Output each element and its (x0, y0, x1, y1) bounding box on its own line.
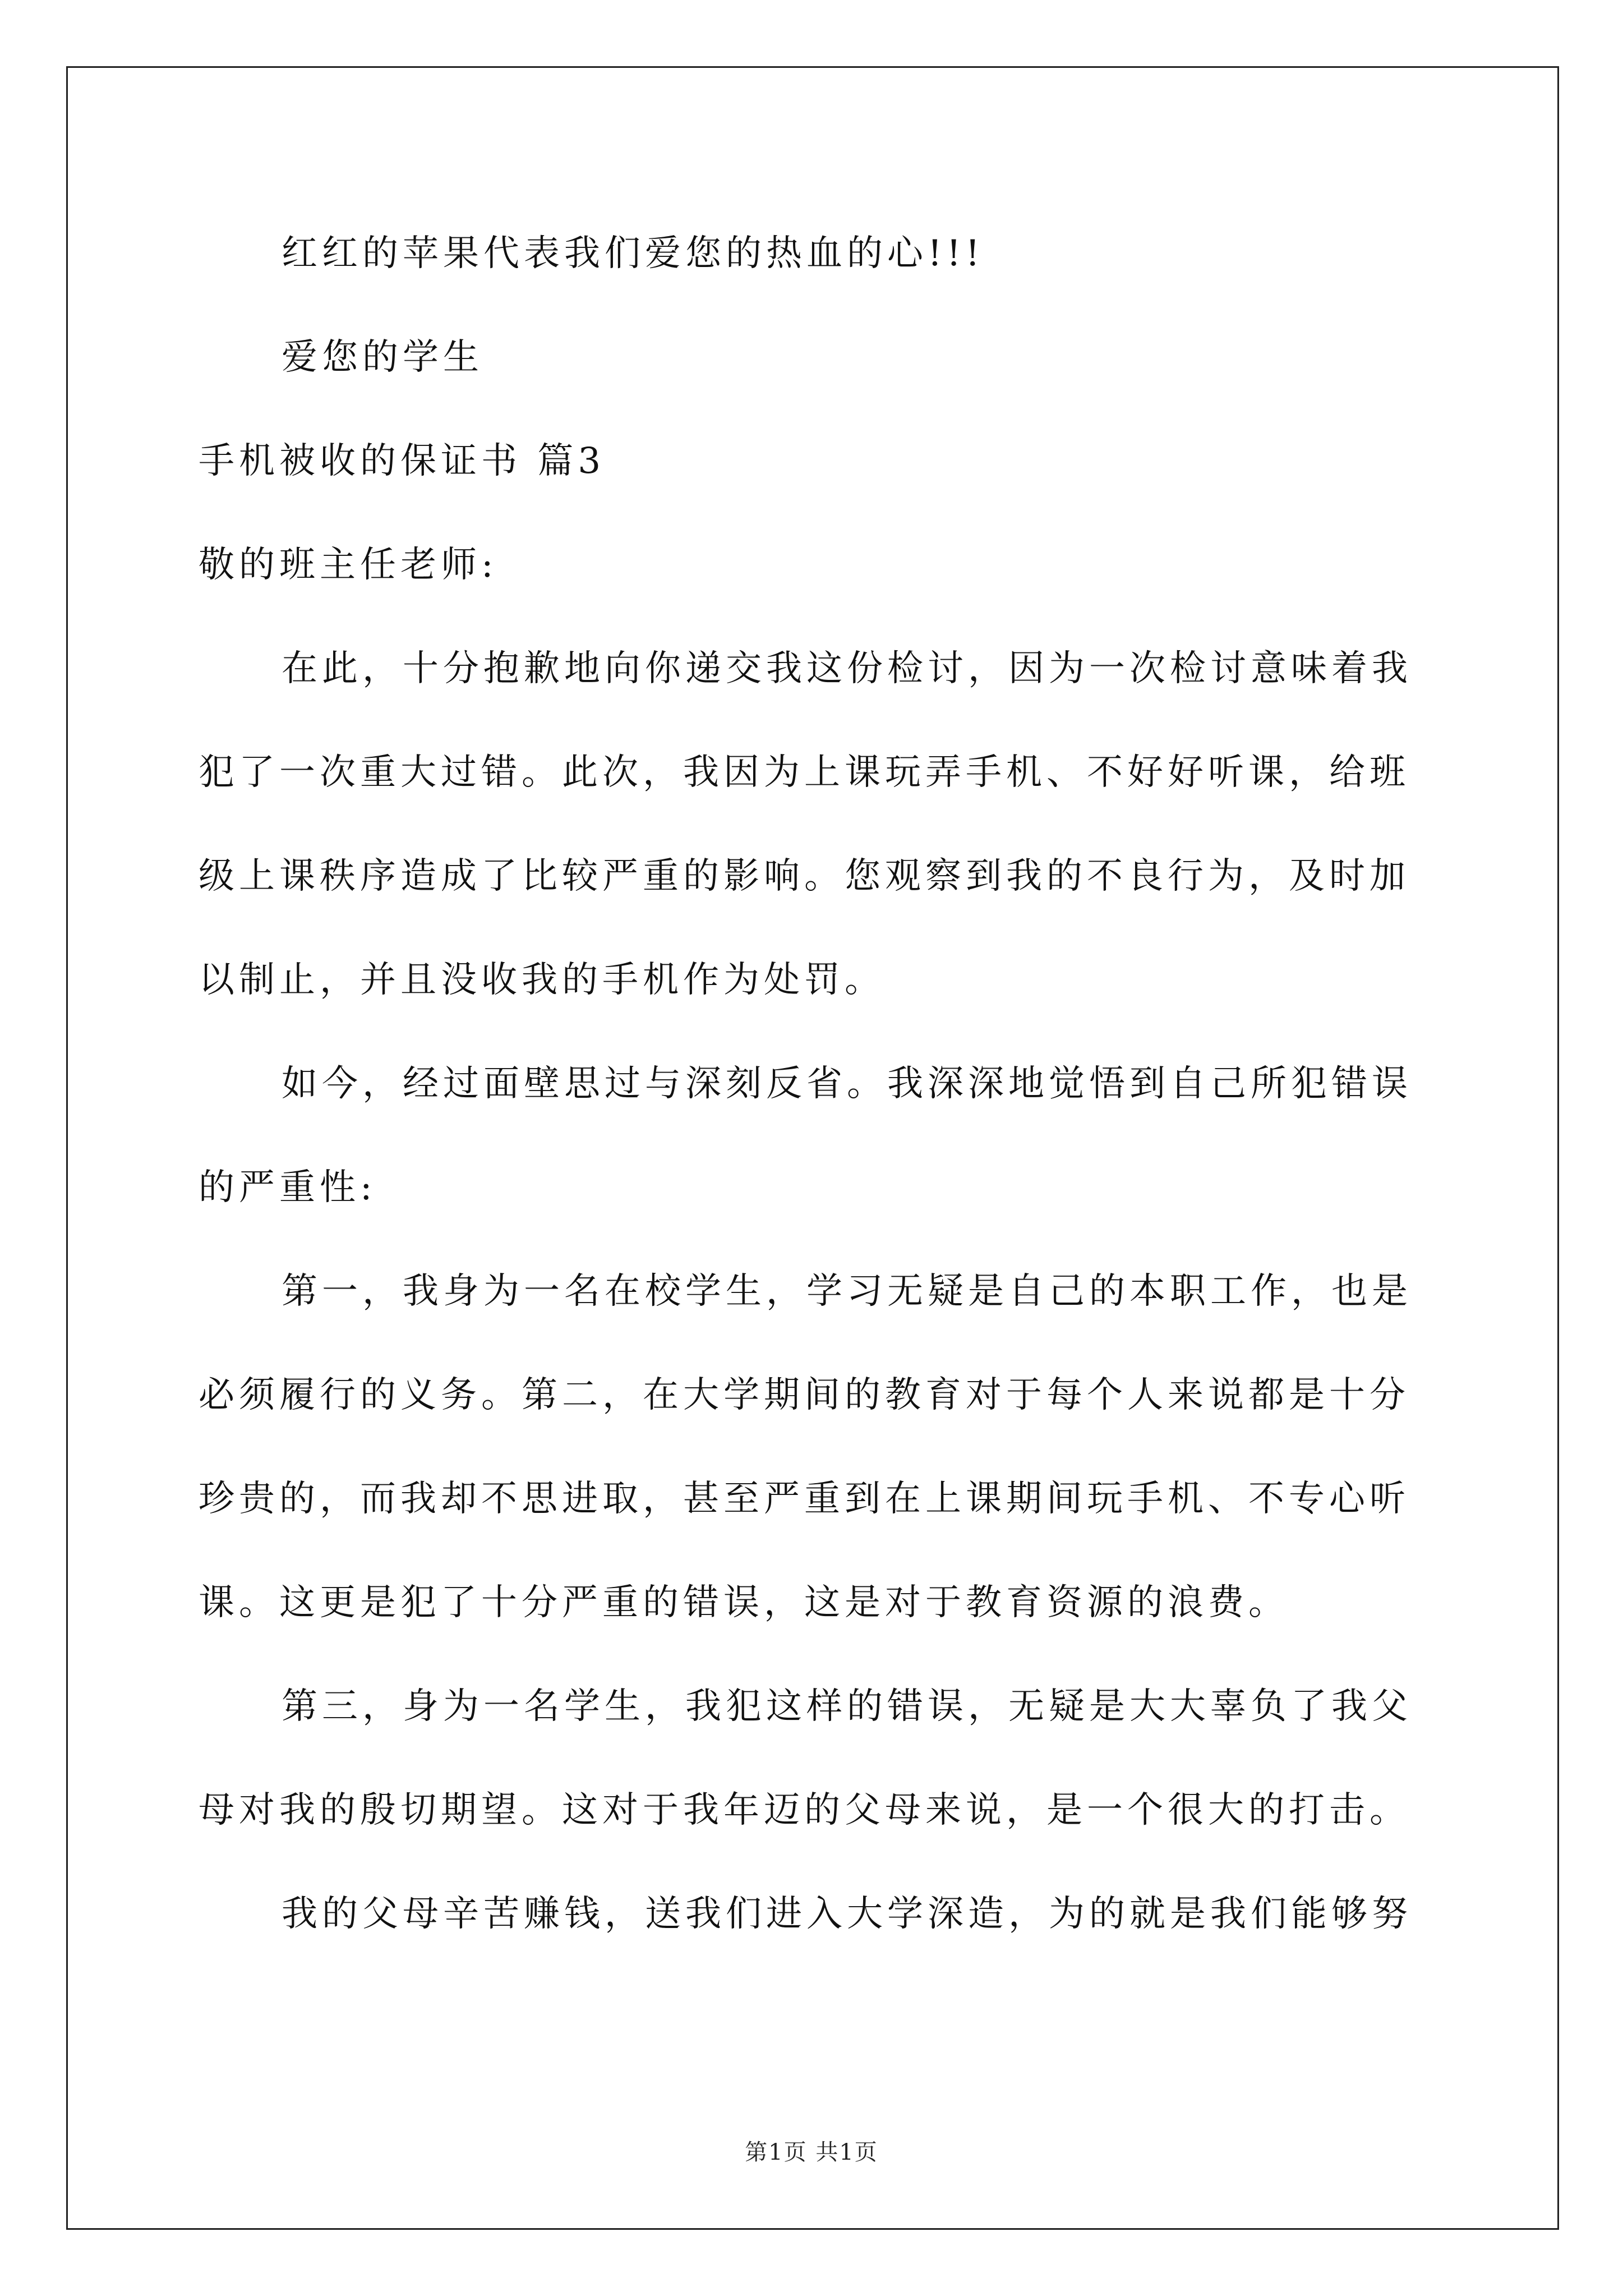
paragraph-line: 课。这更是犯了十分严重的错误，这是对于教育资源的浪费。 (199, 1582, 1289, 1623)
salutation-line: 敬的班主任老师: (199, 544, 498, 586)
paragraph-line: 红红的苹果代表我们爱您的热血的心!!! (282, 233, 985, 274)
paragraph-line: 的严重性: (199, 1167, 377, 1208)
signature-line: 爱您的学生 (282, 337, 483, 378)
paragraph-line: 母对我的殷切期望。这对于我年迈的父母来说，是一个很大的打击。 (199, 1789, 1410, 1831)
page-footer: 第1页 共1页 (745, 2139, 878, 2165)
paragraph-line: 以制止，并且没收我的手机作为处罚。 (199, 959, 885, 1001)
paragraph-line: 第一，我身为一名在校学生，学习无疑是自己的本职工作，也是 (282, 1271, 1412, 1312)
paragraph-line: 我的父母辛苦赚钱，送我们进入大学深造，为的就是我们能够努 (282, 1893, 1412, 1935)
paragraph-line: 犯了一次重大过错。此次，我因为上课玩弄手机、不好好听课，给班 (199, 752, 1410, 793)
section-heading: 手机被收的保证书 篇3 (199, 440, 606, 482)
paragraph-line: 级上课秩序造成了比较严重的影响。您观察到我的不良行为，及时加 (199, 855, 1410, 897)
paragraph-line: 珍贵的，而我却不思进取，甚至严重到在上课期间玩手机、不专心听 (199, 1478, 1410, 1520)
paragraph-line: 如今，经过面壁思过与深刻反省。我深深地觉悟到自己所犯错误 (282, 1063, 1412, 1105)
paragraph-line: 必须履行的义务。第二，在大学期间的教育对于每个人来说都是十分 (199, 1374, 1410, 1416)
paragraph-line: 第三，身为一名学生，我犯这样的错误，无疑是大大辜负了我父 (282, 1686, 1412, 1727)
paragraph-line: 在此，十分抱歉地向你递交我这份检讨，因为一次检讨意味着我 (282, 648, 1412, 689)
